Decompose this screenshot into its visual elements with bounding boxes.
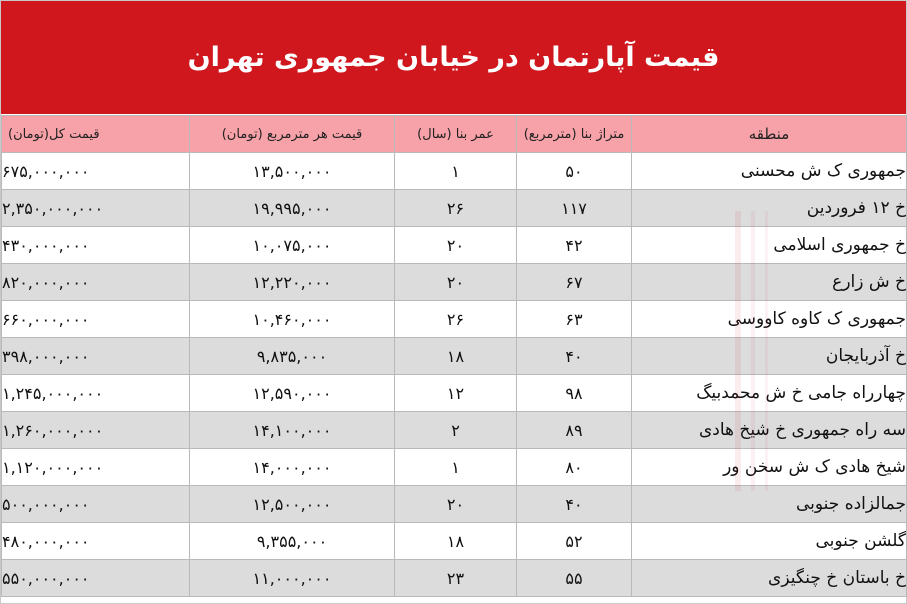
region-cell: خ آذربایجان	[632, 338, 907, 375]
total-price-cell: ۴۸۰,۰۰۰,۰۰۰	[2, 523, 190, 560]
price-per-meter-cell: ۱۱,۰۰۰,۰۰۰	[190, 560, 395, 597]
price-per-meter-cell: ۱۲,۲۲۰,۰۰۰	[190, 264, 395, 301]
header-total-price: قیمت کل(تومان)	[2, 116, 190, 153]
table-row	[2, 375, 907, 412]
price-per-meter-cell: ۱۰,۴۶۰,۰۰۰	[190, 301, 395, 338]
price-per-meter-cell: ۱۴,۰۰۰,۰۰۰	[190, 449, 395, 486]
total-price-cell: ۶۷۵,۰۰۰,۰۰۰	[2, 153, 190, 190]
age-cell: ۱	[395, 449, 517, 486]
page-title: قیمت آپارتمان در خیابان جمهوری تهران	[187, 42, 720, 73]
age-cell: ۱۸	[395, 338, 517, 375]
age-cell: ۲۳	[395, 560, 517, 597]
total-price-cell: ۴۳۰,۰۰۰,۰۰۰	[2, 227, 190, 264]
price-per-meter-cell: ۱۲,۵۰۰,۰۰۰	[190, 486, 395, 523]
table-row	[2, 153, 907, 190]
header-price-per-meter: قیمت هر مترمربع (تومان)	[190, 116, 395, 153]
region-cell: خ جمهوری اسلامی	[632, 227, 907, 264]
table-row	[2, 264, 907, 301]
total-price-cell: ۵۰۰,۰۰۰,۰۰۰	[2, 486, 190, 523]
area-cell: ۵۵	[517, 560, 632, 597]
total-price-cell: ۸۲۰,۰۰۰,۰۰۰	[2, 264, 190, 301]
area-cell: ۱۱۷	[517, 190, 632, 227]
age-cell: ۲۰	[395, 264, 517, 301]
area-cell: ۴۰	[517, 338, 632, 375]
price-per-meter-cell: ۱۴,۱۰۰,۰۰۰	[190, 412, 395, 449]
age-cell: ۱	[395, 153, 517, 190]
age-cell: ۲۰	[395, 486, 517, 523]
header-age: عمر بنا (سال)	[395, 116, 517, 153]
title-bar	[1, 1, 906, 114]
table-row	[2, 338, 907, 375]
price-per-meter-cell: ۹,۳۵۵,۰۰۰	[190, 523, 395, 560]
header-region: منطقه	[632, 116, 907, 153]
total-price-cell: ۱,۲۴۵,۰۰۰,۰۰۰	[2, 375, 190, 412]
region-cell: خ ش زارع	[632, 264, 907, 301]
region-cell: گلشن جنوبی	[632, 523, 907, 560]
table-row	[2, 301, 907, 338]
age-cell: ۱۲	[395, 375, 517, 412]
region-cell: سه راه جمهوری خ شیخ هادی	[632, 412, 907, 449]
area-cell: ۵۰	[517, 153, 632, 190]
total-price-cell: ۵۵۰,۰۰۰,۰۰۰	[2, 560, 190, 597]
age-cell: ۲	[395, 412, 517, 449]
price-per-meter-cell: ۱۹,۹۹۵,۰۰۰	[190, 190, 395, 227]
age-cell: ۲۶	[395, 190, 517, 227]
region-cell: چهارراه جامی خ ش محمدبیگ	[632, 375, 907, 412]
table-header-row	[2, 116, 907, 153]
area-cell: ۴۲	[517, 227, 632, 264]
region-cell: جمهوری ک کاوه کاووسی	[632, 301, 907, 338]
total-price-cell: ۱,۲۶۰,۰۰۰,۰۰۰	[2, 412, 190, 449]
price-per-meter-cell: ۱۳,۵۰۰,۰۰۰	[190, 153, 395, 190]
price-table	[1, 115, 907, 597]
area-cell: ۶۷	[517, 264, 632, 301]
total-price-cell: ۳۹۸,۰۰۰,۰۰۰	[2, 338, 190, 375]
table-row	[2, 486, 907, 523]
table-row	[2, 560, 907, 597]
area-cell: ۸۹	[517, 412, 632, 449]
region-cell: جمالزاده جنوبی	[632, 486, 907, 523]
age-cell: ۱۸	[395, 523, 517, 560]
area-cell: ۸۰	[517, 449, 632, 486]
table-row	[2, 227, 907, 264]
price-per-meter-cell: ۱۲,۵۹۰,۰۰۰	[190, 375, 395, 412]
price-per-meter-cell: ۹,۸۳۵,۰۰۰	[190, 338, 395, 375]
age-cell: ۲۶	[395, 301, 517, 338]
region-cell: خ باستان خ چنگیزی	[632, 560, 907, 597]
table-row	[2, 523, 907, 560]
total-price-cell: ۱,۱۲۰,۰۰۰,۰۰۰	[2, 449, 190, 486]
table-row	[2, 449, 907, 486]
table-row	[2, 412, 907, 449]
region-cell: خ ۱۲ فروردین	[632, 190, 907, 227]
header-area: متراژ بنا (مترمربع)	[517, 116, 632, 153]
price-per-meter-cell: ۱۰,۰۷۵,۰۰۰	[190, 227, 395, 264]
area-cell: ۶۳	[517, 301, 632, 338]
total-price-cell: ۶۶۰,۰۰۰,۰۰۰	[2, 301, 190, 338]
area-cell: ۹۸	[517, 375, 632, 412]
area-cell: ۴۰	[517, 486, 632, 523]
table-row	[2, 190, 907, 227]
total-price-cell: ۲,۳۵۰,۰۰۰,۰۰۰	[2, 190, 190, 227]
area-cell: ۵۲	[517, 523, 632, 560]
age-cell: ۲۰	[395, 227, 517, 264]
region-cell: شیخ هادی ک ش سخن ور	[632, 449, 907, 486]
region-cell: جمهوری ک ش محسنی	[632, 153, 907, 190]
